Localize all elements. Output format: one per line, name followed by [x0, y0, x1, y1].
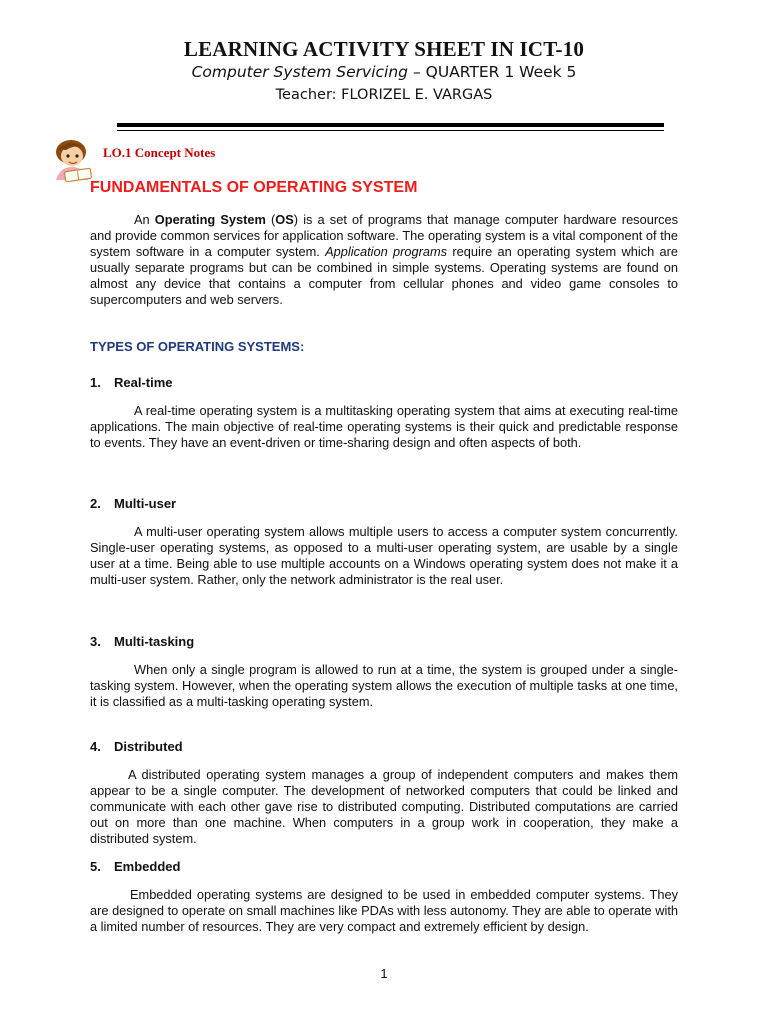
concept-notes-label: LO.1 Concept Notes [103, 145, 216, 160]
type-title-embedded: 5. Embedded [90, 859, 181, 874]
type-body-distributed: A distributed operating system manages a group of independent computers and makes them appear to be a single computer. The development of networked computers that could be linked and communicate with each other gave rise to distributed computing. Distributed computations are carried out on more than one machine. When computers in a group work in cooperation, they make a distributed system. [90, 767, 678, 847]
quarter-week: – QUARTER 1 Week 5 [408, 63, 577, 81]
type-title-real-time: 1. Real-time [90, 375, 173, 390]
types-heading: TYPES OF OPERATING SYSTEMS: [90, 339, 305, 354]
header-rule-thick [117, 123, 664, 127]
type-title-multi-user: 2. Multi-user [90, 496, 177, 511]
page-number: 1 [380, 966, 388, 981]
document-title: LEARNING ACTIVITY SHEET IN ICT-10 [183, 37, 585, 61]
intro-paragraph: An Operating System (OS) is a set of programs that manage computer hardware resources and provide common services for application software. The operating system is a vital component of the system software in a computer system. Application programs require an operating system which are usually separate programs but can be combined in simple systems. Operating systems are found on almost any device that contains a computer from cellular phones and video game consoles to supercomputers and web servers. [90, 212, 678, 308]
document-subtitle [0, 63, 768, 81]
header-rule-thin [117, 130, 664, 131]
subject-name: Computer System Servicing [191, 63, 409, 81]
reading-child-icon [48, 137, 100, 183]
type-body-multi-user: A multi-user operating system allows multiple users to access a computer system concurrently. Single-user operating systems, as opposed to a multi-user operating system, are usable by a single user at a time. Being able to use multiple accounts on a Windows operating system does not make it a multi-user system. Rather, only the network administrator is the real user. [90, 524, 678, 588]
type-body-embedded: Embedded operating systems are designed to be used in embedded computer systems. They are designed to operate on small machines like PDAs with less autonomy. They are able to operate with a limited number of resources. They are very compact and extremely efficient by design. [90, 887, 678, 935]
section-heading: FUNDAMENTALS OF OPERATING SYSTEM [90, 179, 418, 196]
type-body-real-time: A real-time operating system is a multitasking operating system that aims at executing real-time applications. The main objective of real-time operating systems is their quick and predictable response to events. They have an event-driven or time-sharing design and often aspects of both. [90, 403, 678, 451]
type-title-multi-tasking: 3. Multi-tasking [90, 634, 195, 649]
type-title-distributed: 4. Distributed [90, 739, 183, 754]
teacher-name: Teacher: FLORIZEL E. VARGAS [275, 87, 493, 103]
type-body-multi-tasking: When only a single program is allowed to run at a time, the system is grouped under a single-tasking system. However, when the operating system allows the execution of multiple tasks at one time, it is classified as a multi-tasking operating system. [90, 662, 678, 710]
